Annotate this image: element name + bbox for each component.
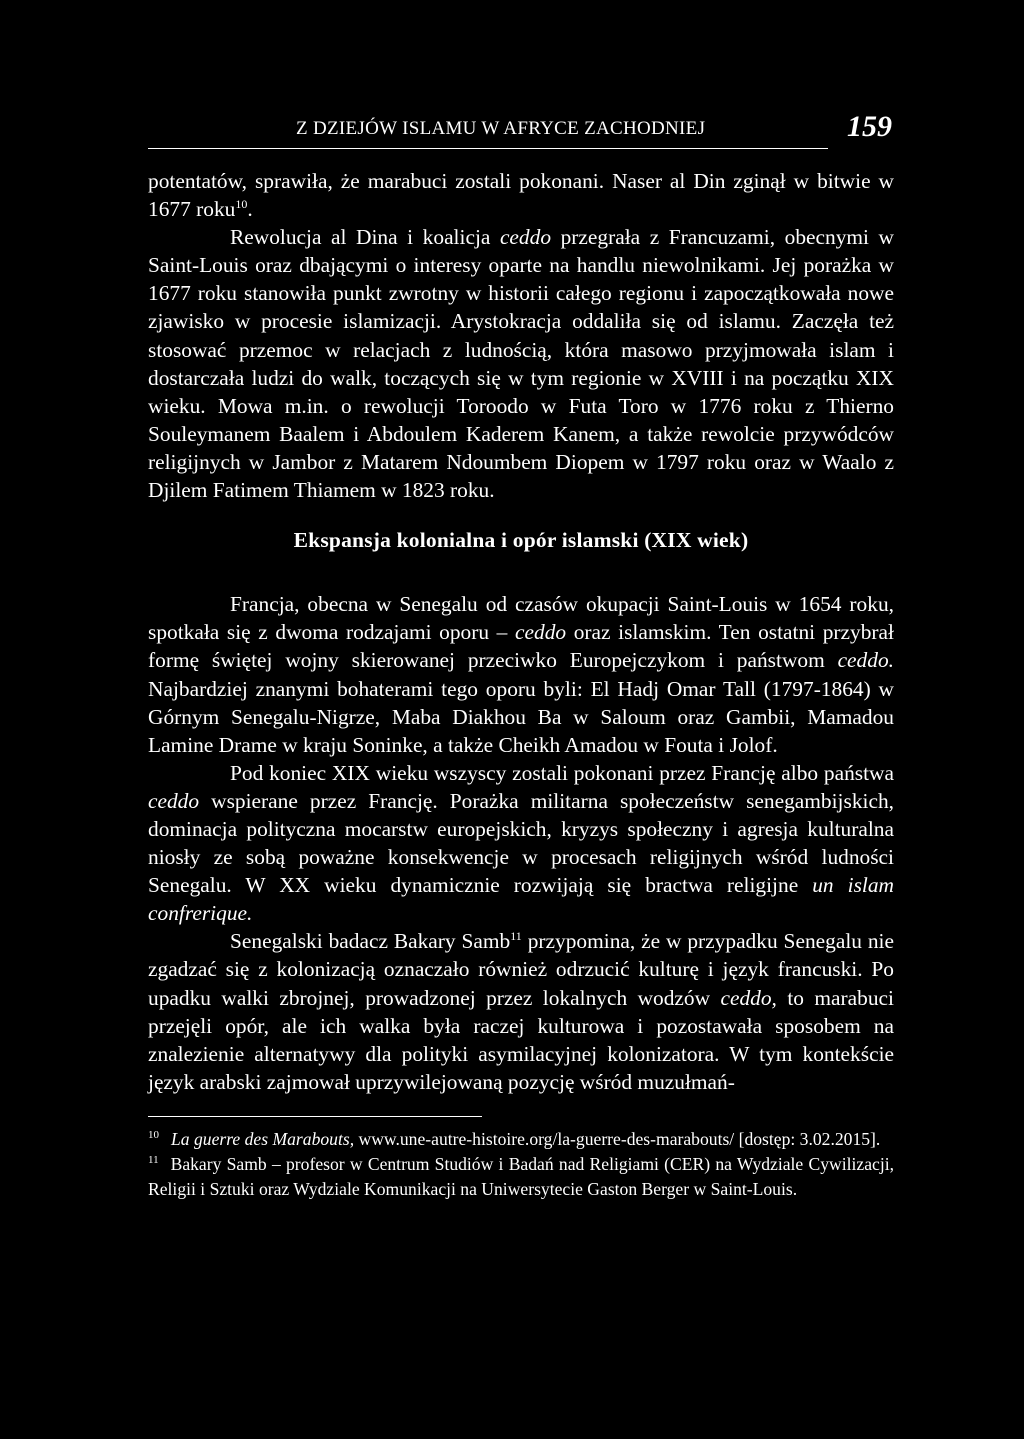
page-number: 159 [847, 110, 892, 143]
footnotes [148, 1127, 894, 1202]
footnote-source-title: La guerre des Marabouts, [171, 1128, 355, 1149]
italic-term: un islam confrerique. [148, 873, 894, 926]
text-run: wspierane przez Francję. Porażka militarna społeczeństw senegambijskich, dominacja polityczna mocarstw europejskich, kryzys społeczny i agresja kulturalna niosły ze sobą poważne konsekwencje w procesach religijnych wśród ludności Senegalu. W XX wieku dynamicznie rozwijają się bractwa religijne [148, 788, 894, 898]
footnote-ref-10: 10 [235, 196, 248, 211]
italic-term: ceddo [515, 620, 567, 645]
text-run: przypomina, że w przypadku Senegalu nie zgadzać się z kolonizacją oznaczało również odrzucić kulturę i język francuski. Po upadku walki zbrojnej, prowadzonej przez lokalnych wodzów [148, 929, 894, 1010]
italic-term: ceddo. [837, 648, 894, 673]
footnote-11 [148, 1152, 894, 1202]
footnote-text: www.une-autre-histoire.org/la-guerre-des-marabouts/ [dostęp: 3.02.2015]. [354, 1128, 881, 1149]
running-title: Z DZIEJÓW ISLAMU W AFRYCE ZACHODNIEJ [296, 118, 706, 139]
italic-term: ceddo, [720, 985, 777, 1010]
text-run: potentatów, sprawiła, że marabuci zostali pokonani. Naser al Din zginął w bitwie w 1677 roku [148, 169, 894, 222]
text-run: przegrała z Francuzami, obecnymi w Saint-Louis oraz dbającymi o interesy oparte na handlu niewolnikami. Jej porażka w 1677 roku stanowiła punkt zwrotny w historii całego regionu i zapoczątkowała nowe zjawisko w procesie islamizacji. Arystokracja oddaliła się od islamu. Zaczęła też stosować przemoc w relacjach z ludnością, która masowo przyjmowała islam i dostarczała ludzi do walk, toczących się w tym regionie w XVIII i na początku XIX wieku. Mowa m.in. o rewolucji Toroodo w Futa Toro w 1776 roku z Thierno Souleymanem Baalem i Abdoulem Kaderem Kanem, a także rewolcie przywódców religijnych w Jambor z Matarem Ndoumbem Diopem w 1797 roku oraz w Waalo z Djilem Fatimem Thiamem w 1823 roku. [148, 225, 894, 503]
footnote-marker: 11 [148, 1154, 159, 1167]
italic-term: ceddo [499, 225, 552, 250]
body-text [148, 167, 894, 1096]
paragraph [148, 223, 894, 504]
section-heading: Ekspansja kolonialna i opór islamski (XIX wiek) [293, 528, 749, 553]
text-run: Rewolucja al Dina i koalicja [230, 225, 500, 250]
text-run: . [247, 197, 253, 222]
paragraph [148, 927, 894, 1096]
footnote-10 [148, 1127, 894, 1152]
text-run: Najbardziej znanymi bohaterami tego oporu byli: El Hadj Omar Tall (1797-1864) w Górnym Senegalu-Nigrze, Maba Diakhou Ba w Saloum oraz Gambii, Mamadou Lamine Drame w kraju Soninke, a także Cheikh Amadou w Fouta i Jolof. [148, 676, 894, 757]
text-run: to marabuci przejęli opór, ale ich walka była raczej kulturowa i pozostawała sposobem na znalezienie alternatywy dla polityki asymilacyjnej kolonizatora. W tym kontekście język arabski zajmował uprzywilejowaną pozycję wśród muzułmań- [148, 985, 894, 1094]
text-run: Pod koniec XIX wieku wszyscy zostali pokonani przez Francję albo państwa [230, 760, 894, 785]
paragraph [148, 759, 894, 928]
text-run: Francja, obecna w Senegalu od czasów okupacji Saint-Louis w 1654 roku, spotkała się z dwoma rodzajami oporu – [148, 592, 894, 645]
book-page [148, 108, 894, 1202]
text-run: oraz islamskim. Ten ostatni przybrał formę świętej wojny skierowanej przeciwko Europejczykom i państwom [148, 620, 894, 673]
paragraph [148, 167, 894, 223]
italic-term: ceddo [148, 788, 200, 813]
running-header [148, 108, 892, 149]
paragraph [148, 590, 894, 759]
footnote-divider [148, 1116, 482, 1117]
footnote-marker: 10 [148, 1129, 159, 1142]
text-run: Senegalski badacz Bakary Samb [230, 929, 511, 954]
footnote-ref-11: 11 [510, 929, 522, 944]
footnote-text: Bakary Samb – profesor w Centrum Studiów i Badań nad Religiami (CER) na Wydziale Cywilizacji, Religii i Sztuki oraz Wydziale Komunikacji na Uniwersytecie Gaston Berger w Saint-Louis. [148, 1153, 894, 1199]
